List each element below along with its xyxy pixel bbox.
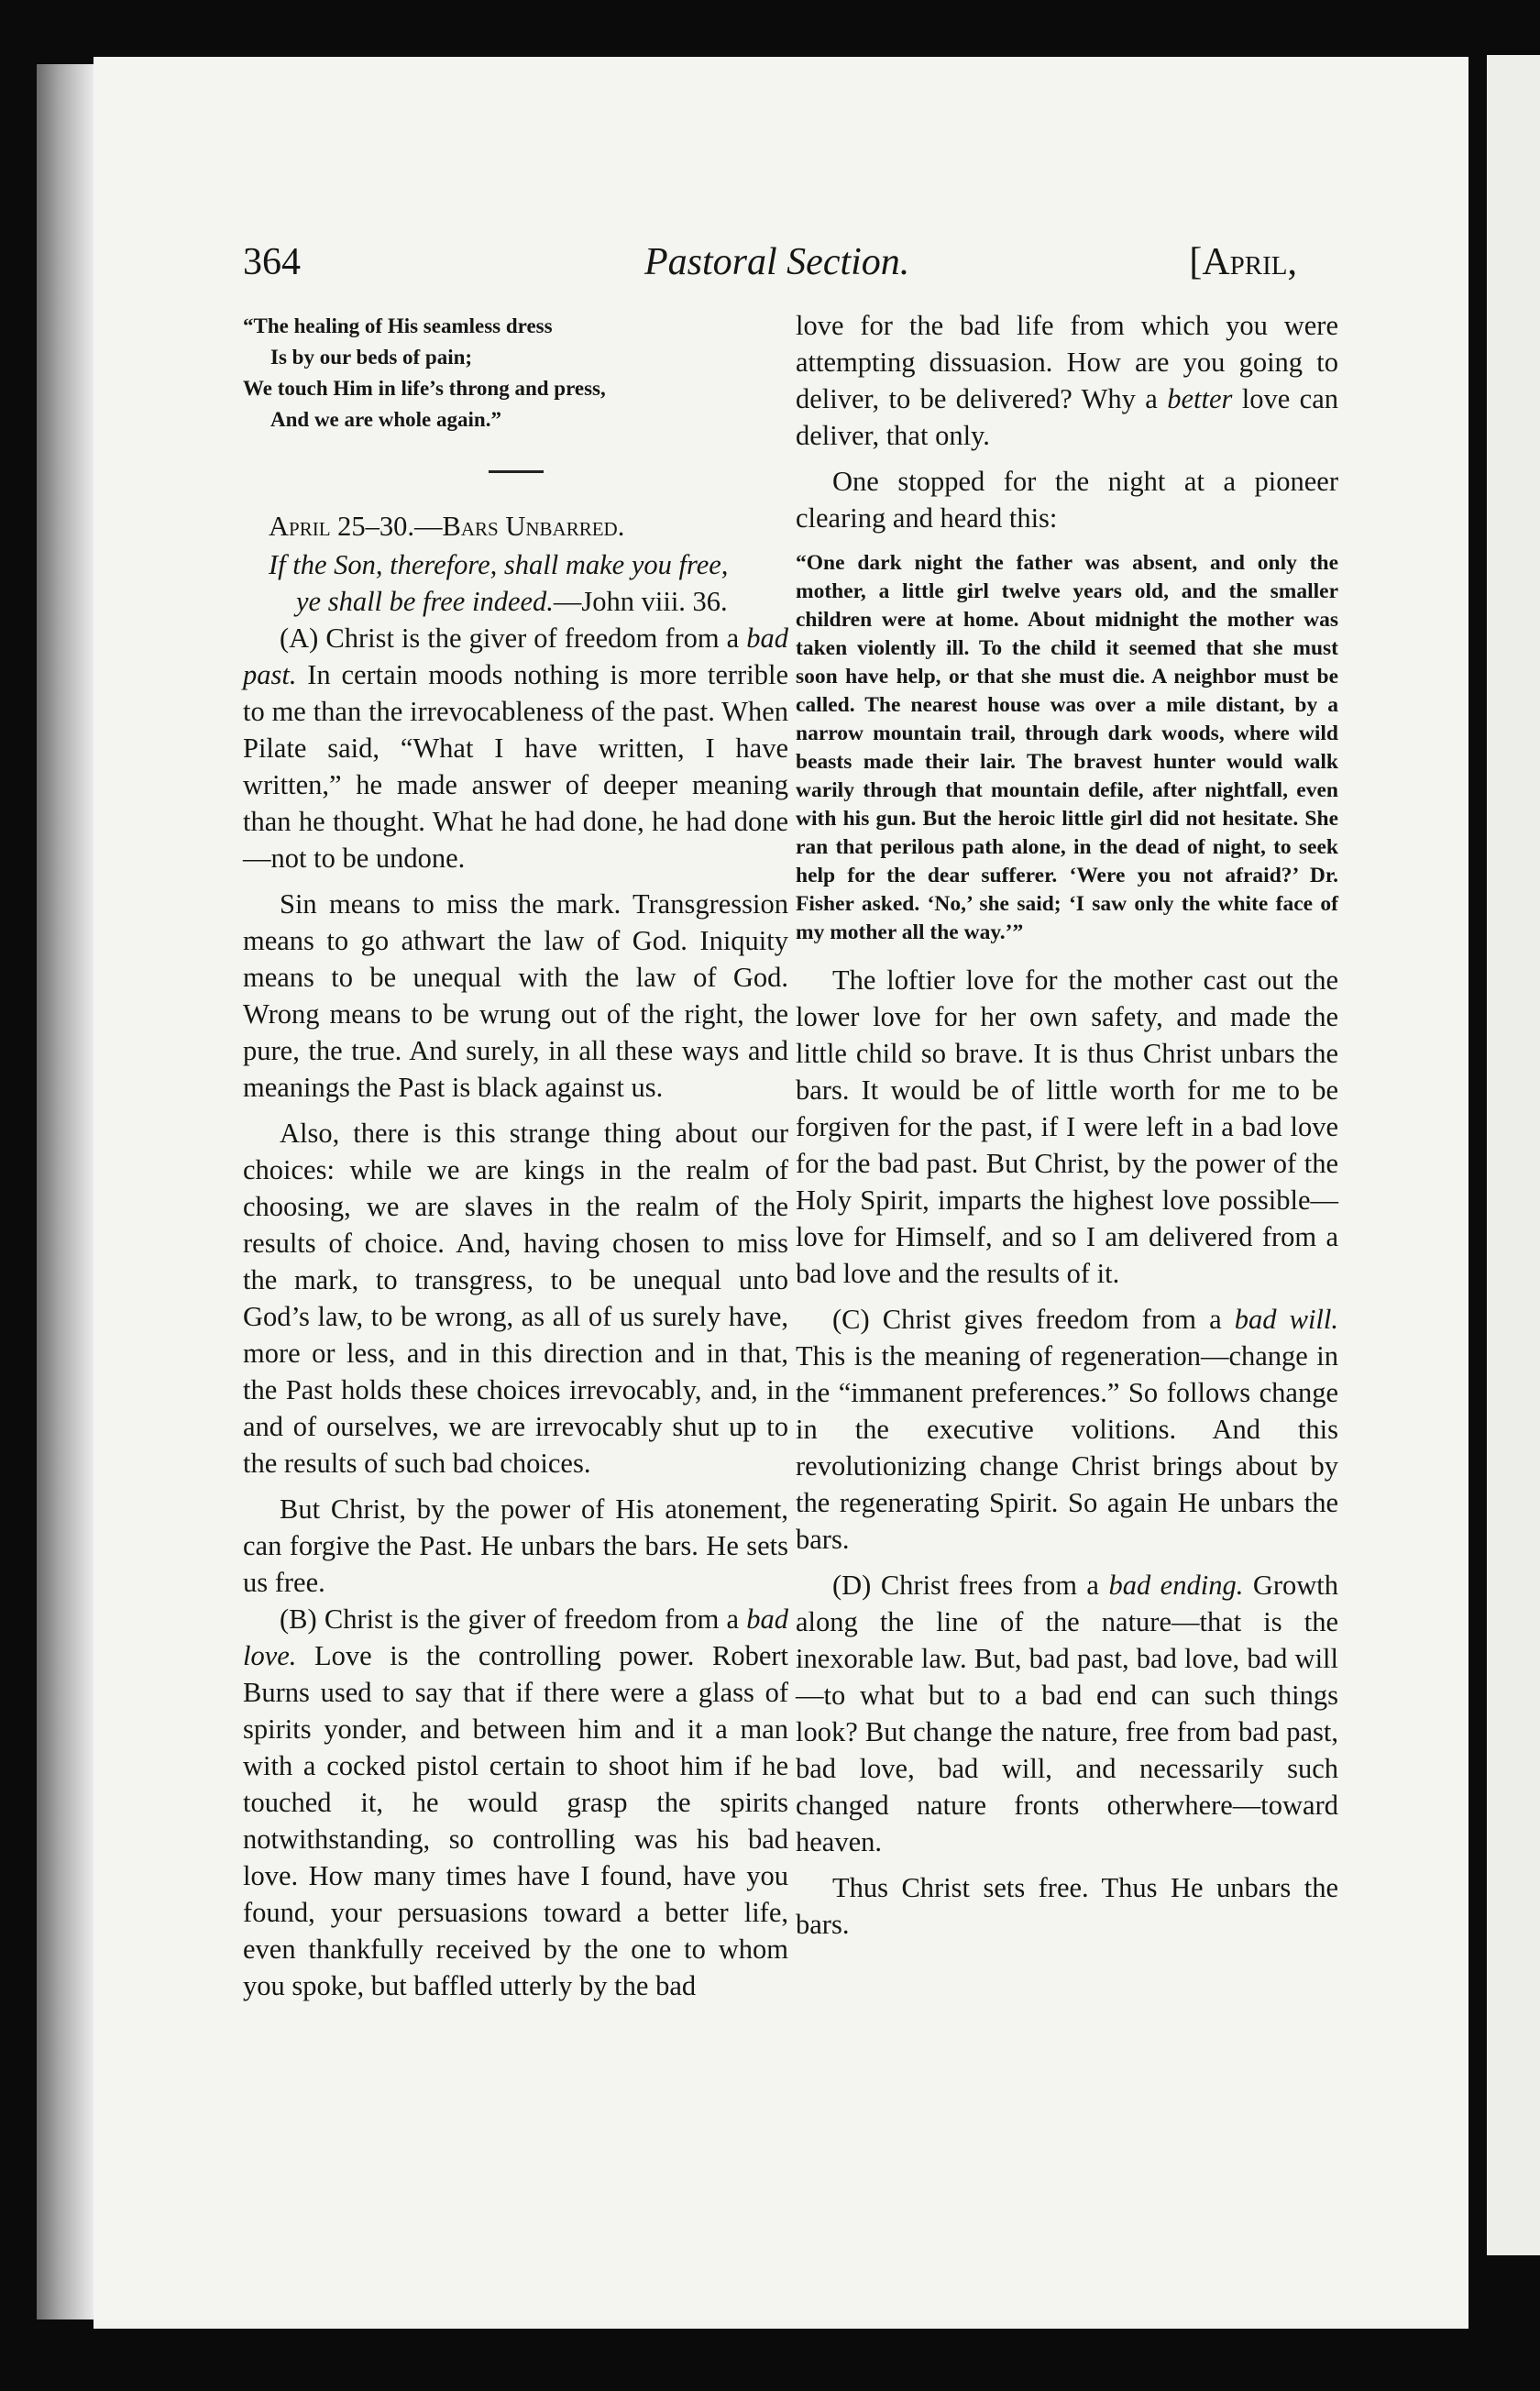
paragraph: One stopped for the night at a pioneer clearing and heard this: (796, 466, 1338, 534)
emphasis: better (1167, 383, 1233, 414)
section-divider (489, 470, 544, 473)
running-header (243, 240, 1297, 295)
lesson-heading: April 25–30.—Bars Unbarred. (269, 511, 625, 542)
paragraph: Also, there is this strange thing about our choices: while we are kings in the realm of choosing, we are slaves in the realm of the results of choice. And, having chosen to miss the mark, to transgress, to be unequal unto God’s law, to be wrong, as all of us surely have, more or less, and in this direction and in that, the Past holds these choices irrevocably, and, in and of ourselves, we are irrevocably shut up to the results of such bad choices. (243, 1118, 788, 1479)
point-label: (A) (280, 623, 319, 654)
section-title: Pastoral Section. (644, 241, 910, 283)
paragraph: Sin means to miss the mark. Transgression means to go athwart the law of God. Iniquity means to be unequal with the law of God. Wrong means to be wrung out of the right, the pure, the true. And surely, in all these ways and meanings the Past is black against us. (243, 888, 788, 1103)
poem-line: And we are whole again.” (270, 408, 501, 431)
emphasis: bad ending. (1108, 1570, 1244, 1601)
running-month: [April, (1189, 241, 1297, 283)
block-quote: “One dark night the father was absent, and only the mother, a little girl twelve years old, and the smaller children were at home. About midnight the mother was taken violently ill. To the child it seemed that she must soon have help, or that she must die. A neighbor must be called. The nearest house was over a mile distant, by a narrow mountain trail, through dark woods, where wild beasts made their lair. The bravest hunter would walk warily through that mountain defile, after nightfall, even with his gun. But the heroic little girl did not hesitate. She ran that perilous path alone, in the dead of night, to seek help for the dear sufferer. ‘Were you not afraid?’ Dr. Fisher asked. ‘No,’ she said; ‘I saw only the white face of my mother all the way.’” (796, 551, 1338, 944)
point-label: (C) (832, 1304, 870, 1335)
paragraph: But Christ, by the power of His atonement, can forgive the Past. He unbars the bars. He sets us free. (243, 1493, 788, 1598)
left-column (243, 307, 788, 2004)
paragraph: (C) Christ gives freedom from a bad will. This is the meaning of regeneration—change in the “immanent preferences.” So follows change in the executive volitions. And this revolutionizing change Christ brings about by the regenerating Spirit. So again He unbars the bars. (796, 1304, 1339, 1555)
emphasis: bad will. (1234, 1304, 1339, 1335)
paragraph: love for the bad life from which you were attempting dissuasion. How are you going to deliver, to be delivered? Why a better love can deliver, that only. (796, 310, 1338, 451)
scripture-line-1: If the Son, therefore, shall make you free, (269, 549, 729, 580)
paragraph: (D) Christ frees from a bad ending. Growth along the line of the nature—that is the inexorable law. But, bad past, bad love, bad will—to what but to a bad end can such things look? But change the nature, free from bad past, bad love, bad will, and necessarily such changed nature fronts otherwhere—toward heaven. (796, 1570, 1338, 1857)
epigraph-poem (243, 311, 788, 435)
poem-line: Is by our beds of pain; (270, 346, 473, 369)
point-label: (D) (832, 1570, 872, 1601)
next-page-edge (1487, 55, 1540, 2255)
point-label: (B) (280, 1603, 317, 1635)
poem-line: “The healing of His seamless dress (243, 314, 553, 337)
paragraph: Thus Christ sets free. Thus He unbars the bars. (796, 1872, 1338, 1940)
emphasis: bad love. (243, 1603, 788, 1671)
scripture-reference: —John viii. 36. (553, 586, 728, 617)
scripture-text (243, 546, 788, 620)
right-column (796, 307, 1338, 1943)
scripture-line-2: ye shall be free indeed. (296, 586, 554, 617)
paragraph: The loftier love for the mother cast out the lower love for her own safety, and made the little child so brave. It is thus Christ unbars the bars. It would be of little worth for me to be forgiven for the past, if I were left in a bad love for the bad past. But Christ, by the power of the Holy Spirit, imparts the highest love possible—love for Himself, and so I am delivered from a bad love and the results of it. (796, 964, 1338, 1289)
paragraph: (B) Christ is the giver of freedom from a bad love. Love is the controlling power. Robert Burns used to say that if there were a glass of spirits yonder, and between him and it a man with a cocked pistol certain to shoot him if he touched it, he would grasp the spirits notwithstanding, so controlling was his bad love. How many times have I found, have you found, your persuasions toward a better life, even thankfully received by the one to whom you spoke, but baffled utterly by the bad (243, 1603, 788, 2001)
page-number: 364 (243, 241, 301, 283)
book-spine-edge (37, 64, 94, 2319)
paragraph: (A) Christ is the giver of freedom from a bad past. In certain moods nothing is more terrible to me than the irrevocableness of the past. When Pilate said, “What I have written, I have written,” he made answer of deeper meaning than he thought. What he had done, he had done—not to be undone. (243, 623, 788, 874)
poem-line: We touch Him in life’s throng and press, (243, 377, 606, 400)
emphasis: bad past. (243, 623, 788, 690)
